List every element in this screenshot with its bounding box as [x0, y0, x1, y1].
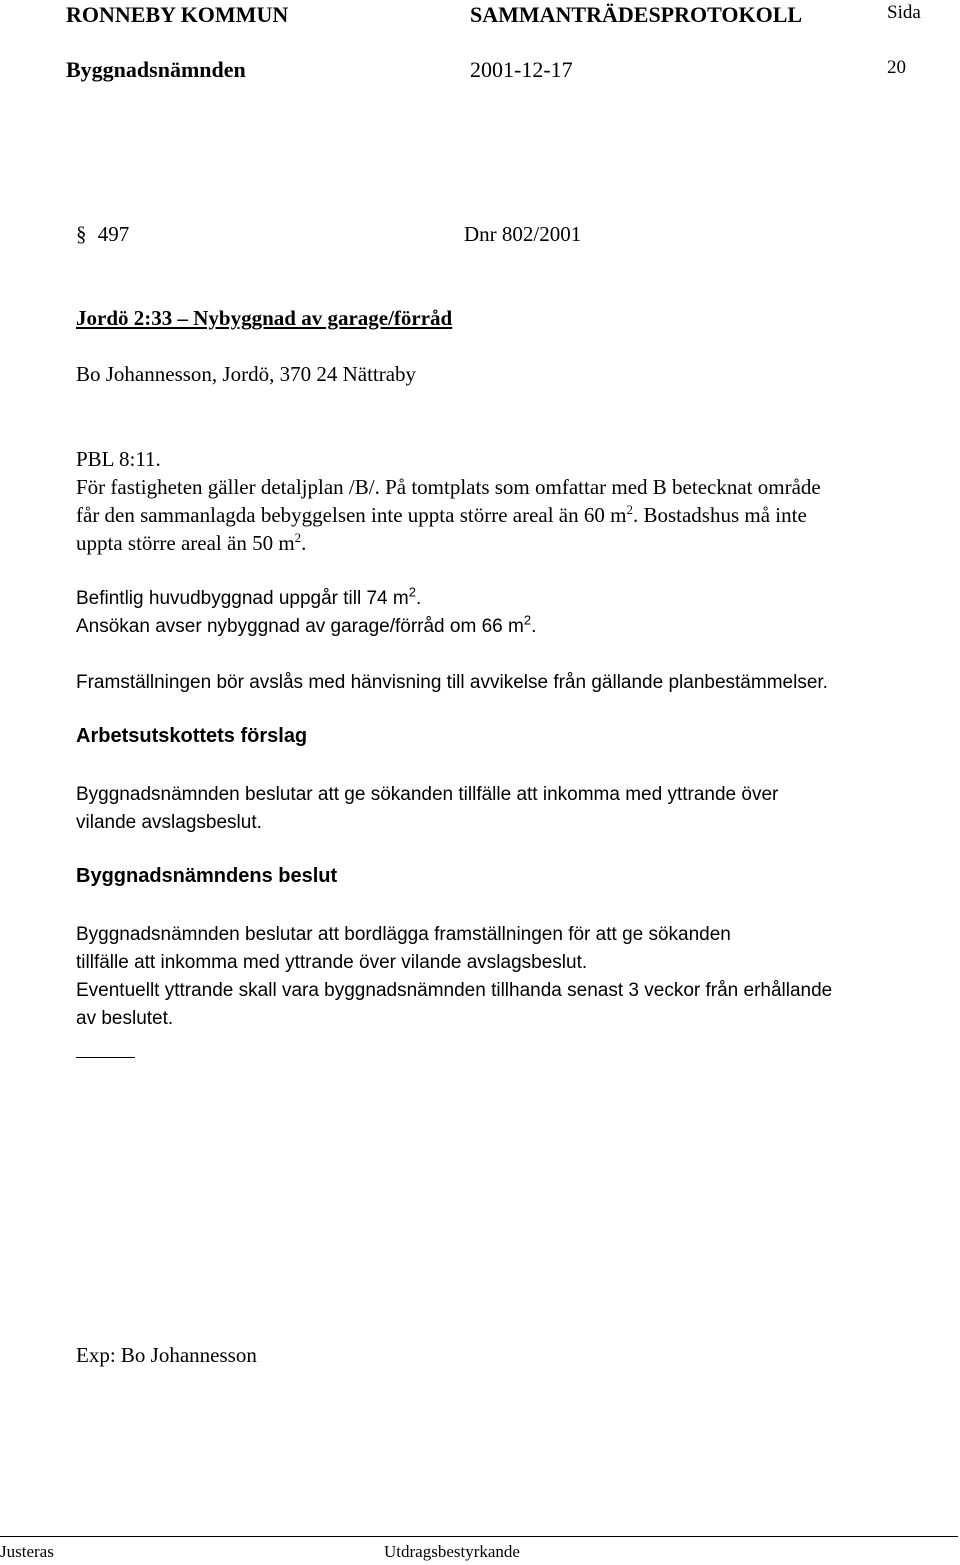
section-mark: §: [76, 222, 87, 246]
expedition: Exp: Bo Johannesson: [76, 1343, 257, 1367]
case-number: [76, 220, 129, 248]
case-title: Jordö 2:33 – Nybyggnad av garage/förråd: [76, 306, 453, 330]
proposal-heading: Arbetsutskottets förslag: [76, 725, 308, 747]
body-line: För fastigheten gäller detaljplan /B/. På tomtplats som omfattar med B betecknat område: [76, 475, 821, 499]
footer-rule: [0, 1536, 958, 1537]
footer-justeras: Justeras: [0, 1542, 54, 1561]
body-line: får den sammanlagda bebyggelsen inte uppta större areal än 60 $m^2$. Bostadshus må inte: [76, 502, 807, 527]
page-number: 20: [887, 57, 906, 78]
application-text: Ansökan avser nybyggnad av garage/förråd om 66 $m^2$.: [76, 612, 537, 637]
existing-building: Befintlig huvudbyggnad uppgår till 74 $m^2$.: [76, 584, 422, 609]
committee-name: Byggnadsnämnden: [66, 57, 246, 82]
decision-line: Byggnadsnämnden beslutar att bordlägga framställningen för att ge sökanden: [76, 924, 731, 945]
superscript: 2: [626, 502, 633, 517]
body-line: uppta större areal än 50 $m^2$.: [76, 530, 307, 555]
proposal-line: Byggnadsnämnden beslutar att ge sökanden tillfälle att inkomma med yttrande över: [76, 784, 779, 805]
page-label: Sida: [887, 2, 921, 23]
superscript: 2: [523, 612, 532, 628]
org-name: RONNEBY KOMMUN: [66, 2, 289, 27]
decision-line: av beslutet.: [76, 1008, 174, 1029]
decision-heading: Byggnadsnämndens beslut: [76, 865, 338, 887]
separator-dash: [76, 1057, 135, 1058]
case-dnr: Dnr 802/2001: [464, 222, 582, 246]
recommendation: Framställningen bör avslås med hänvisning till avvikelse från gällande planbestämmelser.: [76, 672, 828, 693]
decision-line: tillfälle att inkomma med yttrande över vilande avslagsbeslut.: [76, 952, 588, 973]
pbl-reference: PBL 8:11.: [76, 447, 161, 471]
case-number-value: 497: [97, 222, 130, 246]
document-type: SAMMANTRÄDESPROTOKOLL: [470, 2, 803, 27]
superscript: 2: [294, 530, 302, 545]
footer-utdragsbestyrkande: Utdragsbestyrkande: [384, 1542, 520, 1561]
meeting-date: 2001-12-17: [470, 57, 573, 82]
decision-line: Eventuellt yttrande skall vara byggnadsnämnden tillhanda senast 3 veckor från erhållande: [76, 980, 833, 1001]
applicant: Bo Johannesson, Jordö, 370 24 Nättraby: [76, 362, 417, 386]
superscript: 2: [408, 584, 416, 600]
proposal-line: vilande avslagsbeslut.: [76, 812, 262, 833]
